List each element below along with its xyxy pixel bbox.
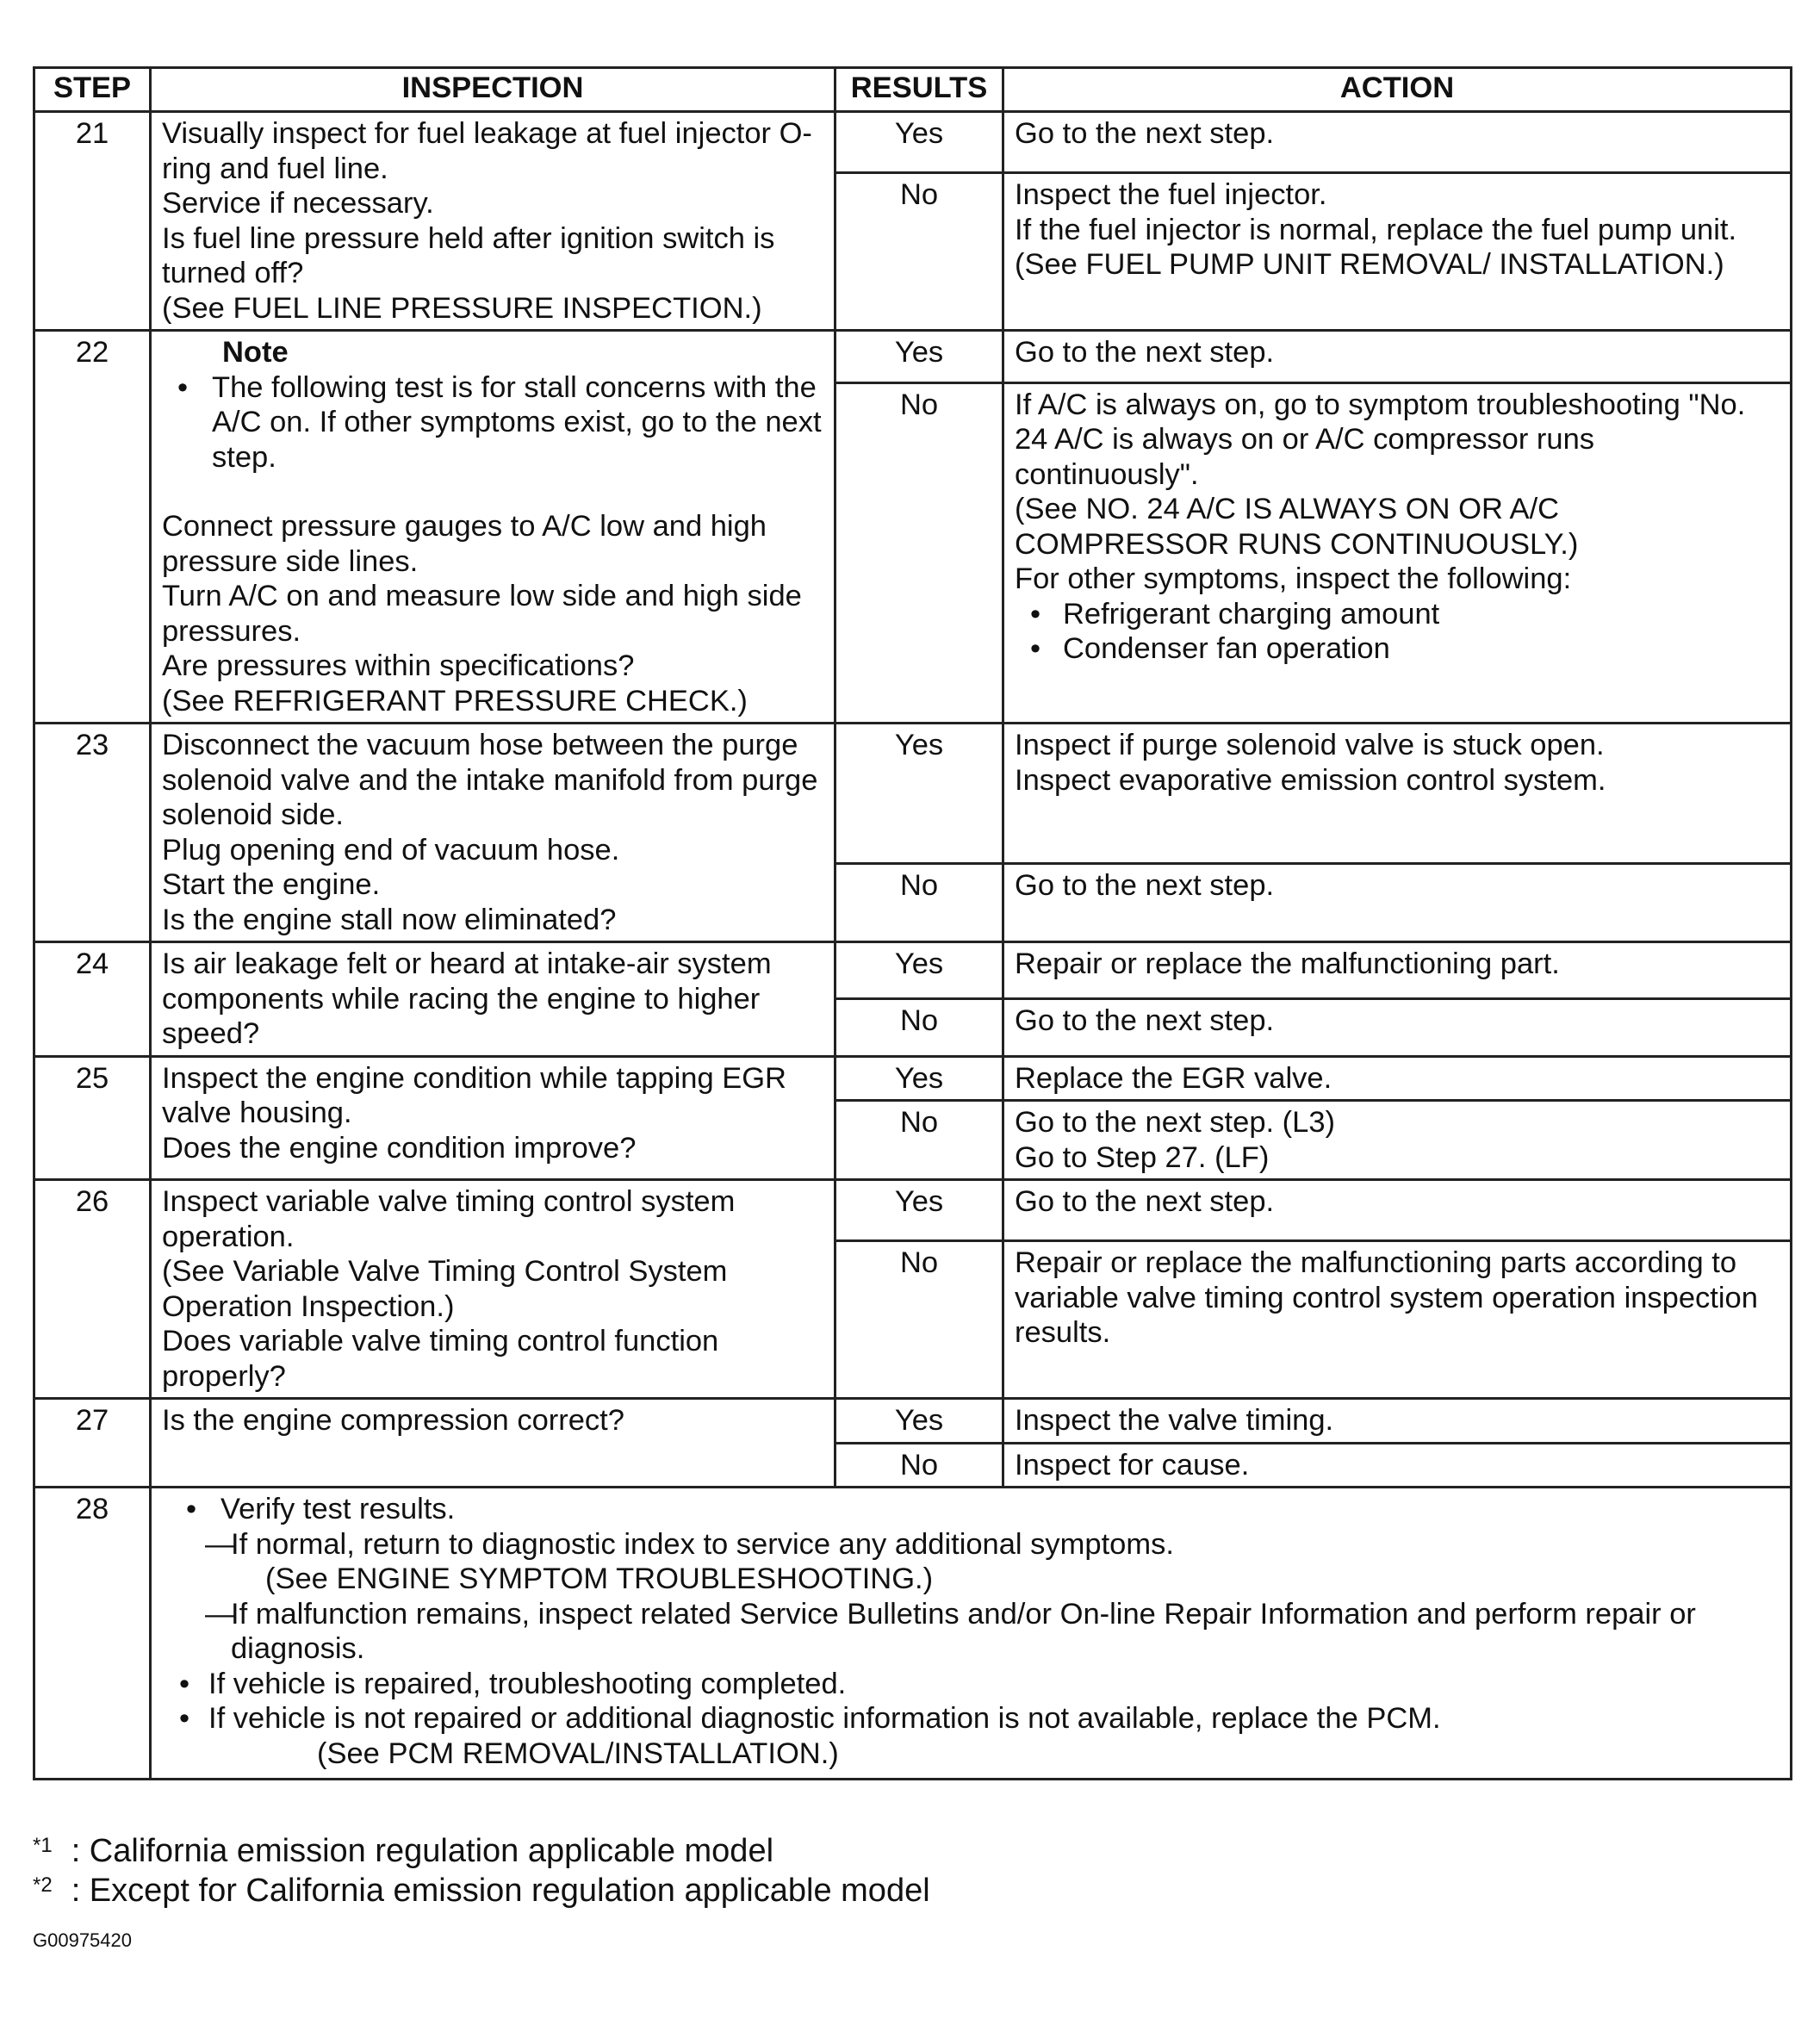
action-text: Go to the next step. [1015,1004,1275,1038]
action-yes [1003,1180,1792,1241]
action-text: Inspect if purge solenoid valve is stuck open. [1015,729,1605,761]
inspection-text: Does the engine condition improve? [162,1131,637,1165]
inspection-text: Are pressures within specifications? [162,649,635,682]
action-text: Go to Step 27. (LF) [1015,1140,1270,1174]
inspection-text: Visually inspect for fuel leakage at fuel injector O-ring and fuel line. [162,117,812,185]
result-no: No [835,863,1003,941]
action-no [1003,863,1792,941]
inspection-cell [151,1056,835,1180]
inspection-text: Connect pressure gauges to A/C low and high pressure side lines. [162,510,767,578]
table-row [34,1056,1792,1101]
note-bullet: • The following test is for stall concerns with the A/C on. If other symptoms exist, go to the next step. [162,370,823,475]
list-item: • Refrigerant charging amount [1015,597,1780,632]
dash-mark: — [205,1597,235,1631]
inspection-header: INSPECTION [151,68,835,112]
inspection-text: Service if necessary. [162,187,434,220]
result-yes: Yes [835,112,1003,173]
result-no: No [835,173,1003,331]
note-list [162,370,823,475]
action-yes [1003,1399,1792,1444]
footnote-mark: *2 [33,1873,53,1897]
step-number: 25 [34,1056,151,1180]
list-item: • If vehicle is repaired, troubleshooting completed. [171,1667,1780,1702]
action-text: Inspect the fuel injector. [1015,178,1327,212]
result-yes: Yes [835,331,1003,383]
action-text: Inspect the valve timing. [1015,1404,1334,1437]
inspection-text: (See Variable Valve Timing Control System Operation Inspection.) [162,1255,728,1323]
action-text: Go to the next step. [1015,336,1275,369]
dash-text: If malfunction remains, inspect related Service Bulletins and/or On-line Repair Information and perform repair or diagnosis. [231,1597,1696,1665]
result-yes: Yes [835,1056,1003,1101]
action-no [1003,382,1792,723]
inspection-text: (See FUEL LINE PRESSURE INSPECTION.) [162,291,762,325]
inspection-cell [151,112,835,331]
inspection-cell [151,1399,835,1488]
action-no [1003,1241,1792,1399]
result-no: No [835,1443,1003,1488]
action-text: If A/C is always on, go to symptom troubleshooting "No. 24 A/C is always on or A/C compressor runs continuously". [1015,388,1746,491]
table-row [34,331,1792,383]
troubleshooting-table [33,66,1792,1780]
sub-list [171,1667,1780,1736]
result-no: No [835,382,1003,723]
inspection-text: Is the engine stall now eliminated? [162,903,617,936]
dash-item [171,1527,1780,1562]
action-text: Replace the EGR valve. [1015,1061,1332,1095]
action-text: For other symptoms, inspect the following: [1015,562,1572,596]
result-yes: Yes [835,1399,1003,1444]
verify-text: Verify test results. [221,1493,456,1525]
step-number: 28 [34,1488,151,1780]
table-row [34,1399,1792,1444]
action-yes [1003,942,1792,999]
table-row [34,942,1792,999]
table-row [34,1180,1792,1241]
step-number: 24 [34,942,151,1057]
action-text: If the fuel injector is normal, replace the fuel pump unit. [1015,213,1737,246]
table-row [34,1488,1792,1780]
list-item: • If vehicle is not repaired or additional diagnostic information is not available, replace the PCM. [171,1701,1780,1736]
result-yes: Yes [835,942,1003,999]
reference-text: (See ENGINE SYMPTOM TROUBLESHOOTING.) [265,1562,934,1595]
action-yes [1003,724,1792,864]
action-no [1003,173,1792,331]
reference-text: (See PCM REMOVAL/INSTALLATION.) [317,1736,839,1770]
action-text: Go to the next step. [1015,868,1275,902]
step-number: 21 [34,112,151,331]
action-text: (See NO. 24 A/C IS ALWAYS ON OR A/C COMPRESSOR RUNS CONTINUOUSLY.) [1015,493,1579,561]
footnote-mark: *1 [33,1834,53,1857]
inspection-cell [151,1180,835,1399]
action-no [1003,1101,1792,1180]
action-no [1003,1443,1792,1488]
action-header: ACTION [1003,68,1792,112]
result-no: No [835,1241,1003,1399]
inspection-text: Turn A/C on and measure low side and high side pressures. [162,580,802,648]
verify-bullet [171,1492,1780,1527]
verify-list [171,1492,1780,1527]
dash-item [171,1597,1780,1667]
footnote-text: : Except for California emission regulation applicable model [71,1873,930,1909]
inspection-text: Plug opening end of vacuum hose. [162,833,620,867]
footnote-text: : California emission regulation applicable model [71,1833,774,1869]
action-bullet-list [1015,597,1780,667]
inspection-text: Start the engine. [162,868,381,901]
step-number: 22 [34,331,151,724]
action-text: Inspect for cause. [1015,1448,1250,1482]
step-number: 27 [34,1399,151,1488]
step-number: 23 [34,724,151,942]
action-yes [1003,331,1792,383]
action-yes [1003,112,1792,173]
table-header-row [34,68,1792,112]
result-yes: Yes [835,724,1003,864]
inspection-cell [151,942,835,1057]
action-no [1003,999,1792,1056]
action-text: Go to the next step. [1015,117,1275,150]
dash-text: If normal, return to diagnostic index to service any additional symptoms. [231,1527,1174,1561]
results-header: RESULTS [835,68,1003,112]
footnote [33,1871,930,1910]
inspection-text: Disconnect the vacuum hose between the purge solenoid valve and the intake manifold from purge solenoid side. [162,729,818,831]
action-text: Repair or replace the malfunctioning parts according to variable valve timing control system operation inspection results. [1015,1246,1758,1350]
dash-mark: — [205,1527,235,1561]
action-text: (See FUEL PUMP UNIT REMOVAL/ INSTALLATION.) [1015,248,1724,282]
note-title: Note [222,336,289,369]
action-text: Inspect evaporative emission control system. [1015,763,1606,797]
inspection-text: (See REFRIGERANT PRESSURE CHECK.) [162,684,748,718]
footnote [33,1831,773,1871]
result-yes: Yes [835,1180,1003,1241]
inspection-text: Inspect variable valve timing control system operation. [162,1185,736,1253]
action-text: Repair or replace the malfunctioning part. [1015,947,1560,980]
result-no: No [835,999,1003,1056]
action-yes [1003,1056,1792,1101]
figure-code: G00975420 [33,1929,132,1951]
inspection-cell [151,331,835,724]
final-step-cell [151,1488,1792,1780]
table-row [34,112,1792,173]
action-text: Go to the next step. (L3) [1015,1106,1336,1139]
inspection-cell [151,724,835,942]
table-row [34,724,1792,864]
step-header: STEP [34,68,151,112]
list-item: • Condenser fan operation [1015,631,1780,667]
inspection-text: Is fuel line pressure held after ignition switch is turned off? [162,221,775,289]
action-text: Go to the next step. [1015,1185,1275,1218]
result-no: No [835,1101,1003,1180]
step-number: 26 [34,1180,151,1399]
inspection-text: Is the engine compression correct? [162,1404,624,1437]
inspection-text: Does variable valve timing control function properly? [162,1325,719,1393]
inspection-text: Is air leakage felt or heard at intake-air system components while racing the engine to higher speed? [162,947,772,1050]
inspection-text: Inspect the engine condition while tapping EGR valve housing. [162,1061,786,1129]
